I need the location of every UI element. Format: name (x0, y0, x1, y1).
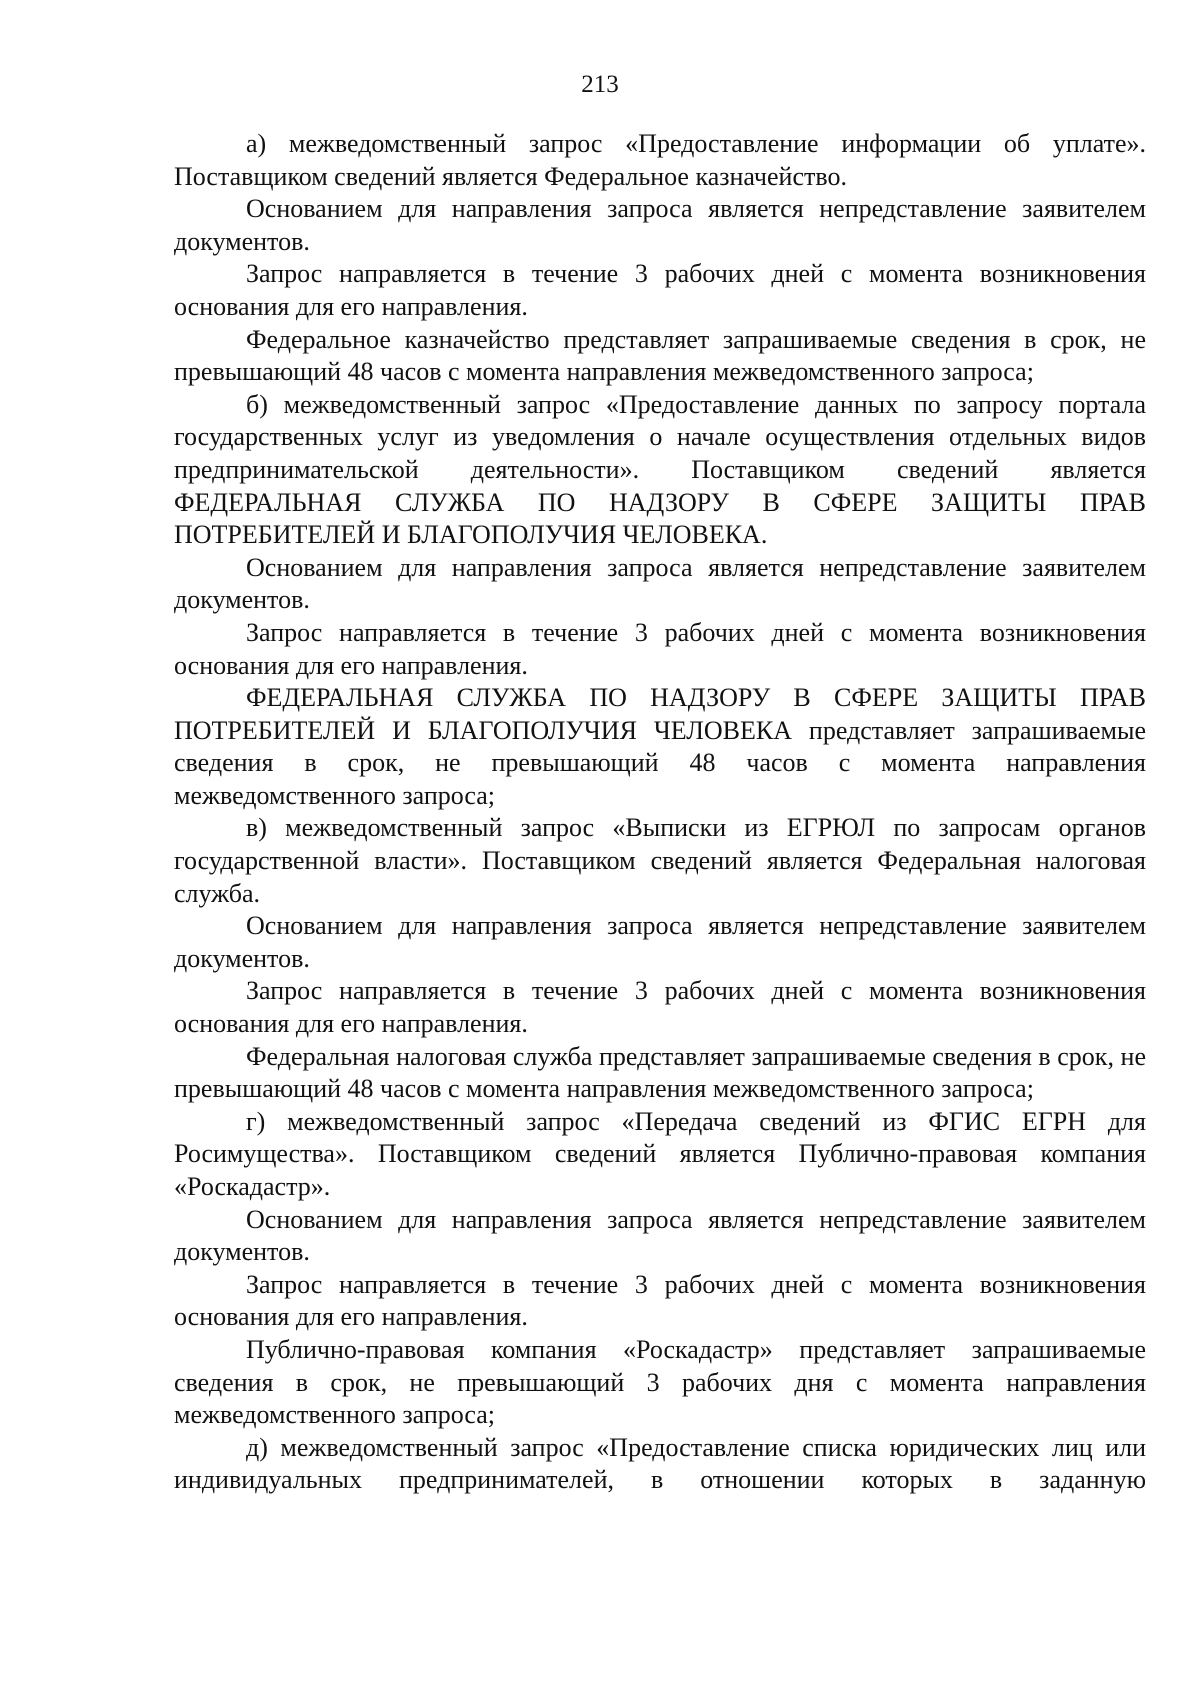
paragraph-v-request: в) межведомственный запрос «Выписки из ЕГРЮЛ по запросам органов государственной власти». Поставщиком сведений является Федеральная налоговая служба. (174, 813, 1146, 908)
paragraph-a-basis: Основанием для направления запроса является непредставление заявителем документов. (174, 194, 1146, 256)
paragraph-v-deadline: Запрос направляется в течение 3 рабочих дней с момента возникновения основания для его направления. (174, 976, 1146, 1039)
paragraph-g-request: г) межведомственный запрос «Передача сведений из ФГИС ЕГРН для Росимущества». Поставщиком сведений является Публично-правовая компания «Роскадастр». (174, 1106, 1146, 1201)
page-number: 213 (581, 71, 619, 98)
paragraph-g-basis: Основанием для направления запроса является непредставление заявителем документов. (174, 1204, 1146, 1267)
paragraph-a-response: Федеральное казначейство представляет запрашиваемые сведения в срок, не превышающий 48 часов с момента направления межведомственного запроса; (174, 324, 1146, 387)
paragraph-a-deadline: Запрос направляется в течение 3 рабочих дней с момента возникновения основания для его направления. (174, 259, 1146, 321)
paragraph-b-response: ФЕДЕРАЛЬНАЯ СЛУЖБА ПО НАДЗОРУ В СФЕРЕ ЗАЩИТЫ ПРАВ ПОТРЕБИТЕЛЕЙ И БЛАГОПОЛУЧИЯ ЧЕЛОВЕКА представляет запрашиваемые сведения в срок, не превышающий 48 часов с момента направления межведомственного запроса; (174, 683, 1146, 810)
paragraph-b-deadline: Запрос направляется в течение 3 рабочих дней с момента возникновения основания для его направления. (174, 617, 1146, 680)
paragraph-v-basis: Основанием для направления запроса является непредставление заявителем документов. (174, 911, 1146, 973)
paragraph-g-response: Публично-правовая компания «Роскадастр» представляет запрашиваемые сведения в срок, не превышающий 3 рабочих дня с момента направления межведомственного запроса; (174, 1334, 1146, 1430)
paragraph-g-deadline: Запрос направляется в течение 3 рабочих дней с момента возникновения основания для его направления. (174, 1269, 1146, 1332)
document-body (174, 128, 1146, 1497)
paragraph-b-basis: Основанием для направления запроса является непредставление заявителем документов. (174, 552, 1146, 615)
paragraph-a-request: а) межведомственный запрос «Предоставление информации об уплате». Поставщиком сведений является Федеральное казначейство. (174, 129, 1146, 191)
paragraph-b-request: б) межведомственный запрос «Предоставление данных по запросу портала государственных услуг из уведомления о начале осуществления отдельных видов предпринимательской деятельности». Поставщиком сведений является ФЕДЕРАЛЬНАЯ СЛУЖБА ПО НАДЗОРУ В СФЕРЕ ЗАЩИТЫ ПРАВ ПОТРЕБИТЕЛЕЙ И БЛАГОПОЛУЧИЯ ЧЕЛОВЕКА. (174, 389, 1146, 550)
paragraph-v-response: Федеральная налоговая служба представляет запрашиваемые сведения в срок, не превышающий 48 часов с момента направления межведомственного запроса; (174, 1041, 1146, 1104)
paragraph-d-request: д) межведомственный запрос «Предоставление списка юридических лиц или индивидуальных предпринимателей, в отношении которых в заданную (174, 1432, 1146, 1495)
